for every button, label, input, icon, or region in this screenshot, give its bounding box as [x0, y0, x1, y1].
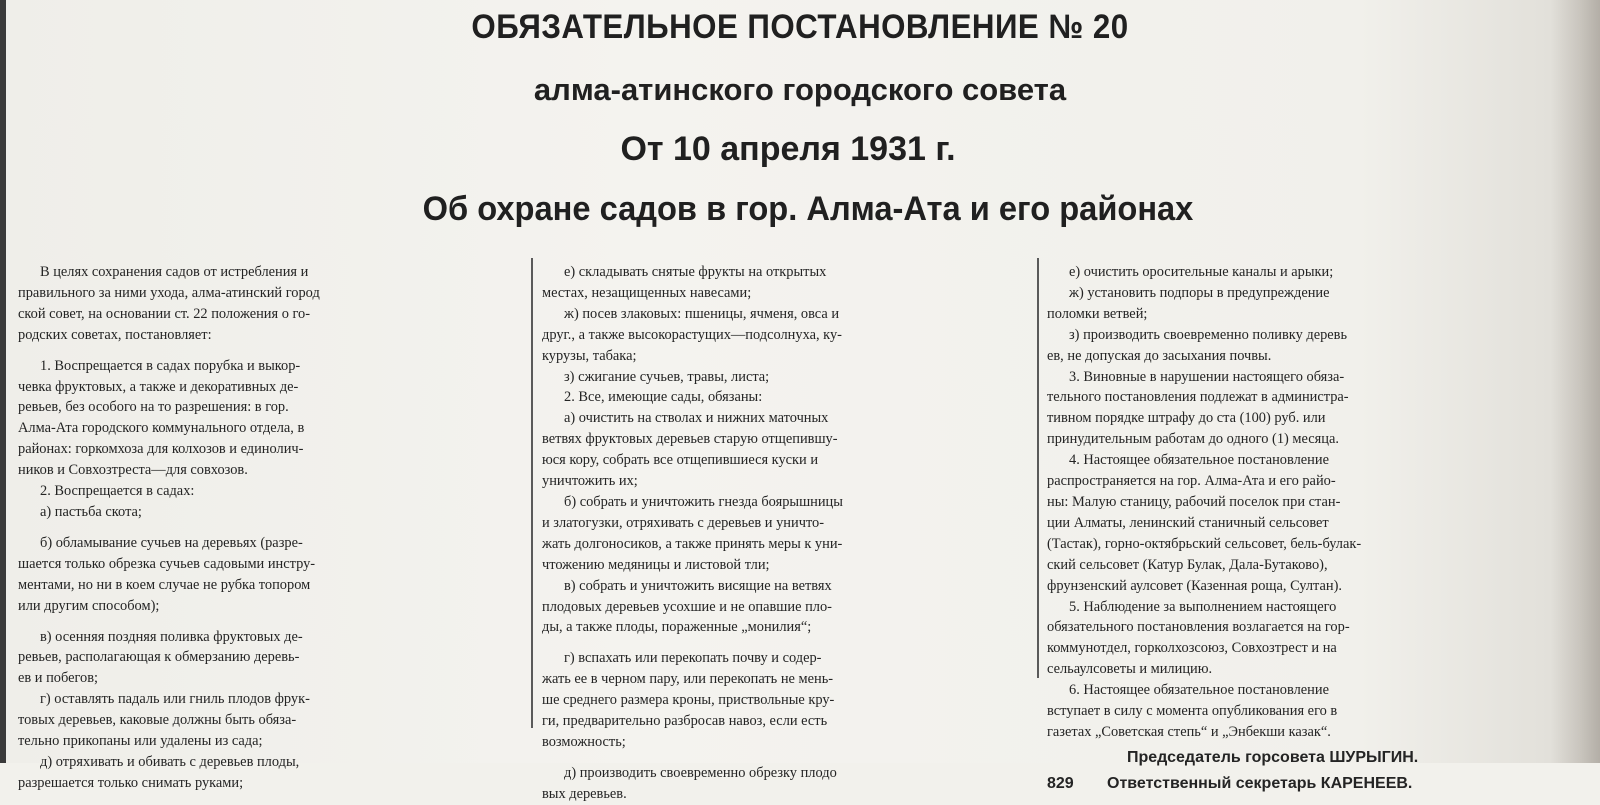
- text-line: (Тастак), горно-октябрьский сельсовет, бель-булак-: [1047, 535, 1362, 552]
- notice-number: 829: [1047, 775, 1074, 792]
- signature-block: [1047, 745, 1418, 797]
- text-line: товых деревьев, каковые должны быть обяза-: [18, 712, 297, 729]
- text-line: ев, не допуская до засыхания почвы.: [1047, 347, 1272, 364]
- text-line: или другим способом);: [18, 597, 160, 614]
- text-line: фрунзенский аулсовет (Казенная роща, Султан).: [1047, 577, 1342, 594]
- text-line: жать долгоносиков, а также принять меры к уни-: [542, 535, 843, 552]
- text-line: ев и побегов;: [18, 670, 99, 687]
- chairman-signature: Председатель горсовета ШУРЫГИН.: [1127, 749, 1419, 766]
- text-line: сельаулсоветы и милицию.: [1047, 661, 1213, 678]
- text-column-2: [542, 262, 1032, 805]
- text-line: в) осенняя поздняя поливка фруктовых де-: [40, 628, 303, 645]
- text-column-1: [18, 262, 526, 794]
- text-line: разрешается только снимать руками;: [18, 774, 244, 791]
- text-line: ревьев, располагающая к обмерзанию деревь-: [18, 649, 300, 666]
- text-line: правильного за ними ухода, алма-атинский город: [18, 284, 320, 301]
- text-line: ше среднего размера кроны, приствольные кру-: [542, 692, 835, 709]
- text-line: 6. Настоящее обязательное постановление: [1069, 682, 1329, 699]
- text-line: коммунотдел, горколхозсоюз, Совхозтрест и на: [1047, 640, 1337, 657]
- text-line: 1. Воспрещается в садах порубка и выкор-: [40, 357, 301, 374]
- text-line: ников и Совхозтреста—для совхозов.: [18, 462, 248, 479]
- text-line: местах, незащищенных навесами;: [542, 284, 752, 301]
- text-line: обязательного постановления возлагается на гор-: [1047, 619, 1350, 636]
- text-line: юся кору, собрать все отщепившиеся куски и: [542, 452, 819, 469]
- page-fold-shadow: [1550, 0, 1600, 763]
- text-line: чтожению медяницы и листовой тли;: [542, 556, 770, 573]
- text-line: родских советах, постановляет:: [18, 326, 212, 343]
- text-line: в) собрать и уничтожить висящие на ветвях: [564, 577, 832, 594]
- text-line: друг., а также высокорастущих—подсолнуха, ку-: [542, 326, 842, 343]
- text-line: з) производить своевременно поливку деревь: [1069, 326, 1348, 343]
- decree-date: От 10 апреля 1931 г.: [620, 130, 956, 168]
- text-line: г) вспахать или перекопать почву и содер-: [564, 650, 822, 667]
- text-line: вых деревьев.: [542, 785, 627, 802]
- text-line: б) собрать и уничтожить гнезда боярышницы: [564, 493, 843, 510]
- text-line: а) очистить на стволах и нижних маточных: [564, 410, 829, 427]
- page-edge: [0, 0, 6, 763]
- text-line: г) оставлять падаль или гниль плодов фрук-: [40, 691, 310, 708]
- text-line: газетах „Советская степь“ и „Энбекши казак“.: [1047, 723, 1331, 740]
- text-line: ской совет, на основании ст. 22 положения о го-: [18, 305, 311, 322]
- text-line: ветвях фруктовых деревьев старую отщепившу-: [542, 431, 838, 448]
- text-line: поломки ветвей;: [1047, 305, 1148, 322]
- text-line: и златогузки, отряхивать с деревьев и уничто-: [542, 514, 825, 531]
- text-line: д) отряхивать и обивать с деревьев плоды,: [40, 753, 300, 770]
- text-line: 2. Все, имеющие сады, обязаны:: [564, 389, 763, 406]
- column-divider: [531, 258, 533, 728]
- text-line: з) сжигание сучьев, травы, листа;: [564, 368, 770, 385]
- text-line: тельно прикопаны или удалены из сада;: [18, 733, 263, 750]
- text-line: 2. Воспрещается в садах:: [40, 483, 195, 500]
- decree-title: ОБЯЗАТЕЛЬНОЕ ПОСТАНОВЛЕНИЕ № 20: [471, 8, 1129, 46]
- secretary-signature: 829 Ответственный секретарь КАРЕНЕЕВ.: [1047, 771, 1418, 797]
- text-line: ды, а также плоды, пораженные „монилия“;: [542, 619, 812, 636]
- text-line: жать ее в черном пару, или перекопать не мень-: [542, 671, 834, 688]
- text-line: ментами, но ни в коем случае не рубка топором: [18, 576, 311, 593]
- text-line: ж) установить подпоры в предупреждение: [1069, 284, 1330, 301]
- text-line: возможность;: [542, 733, 626, 750]
- text-line: д) производить своевременно обрезку плодо: [564, 764, 837, 781]
- text-line: курузы, табака;: [542, 347, 637, 364]
- text-line: чевка фруктовых, а также и декоративных де-: [18, 378, 299, 395]
- text-line: б) обламывание сучьев на деревьях (разре-: [40, 534, 303, 551]
- text-column-3: [1047, 262, 1527, 743]
- text-line: 4. Настоящее обязательное постановление: [1069, 452, 1329, 469]
- decree-issuer: алма-атинского городского совета: [533, 72, 1067, 107]
- column-divider: [1037, 258, 1039, 678]
- text-line: тельного постановления подлежат в администра-: [1047, 389, 1349, 406]
- text-line: ны: Малую станицу, рабочий поселок при стан-: [1047, 493, 1341, 510]
- text-line: ж) посев злаковых: пшеницы, ячменя, овса и: [564, 305, 840, 322]
- text-line: Алма-Ата городского коммунального отдела, в: [18, 420, 305, 437]
- decree-subject: Об охране садов в гор. Алма-Ата и его районах: [422, 190, 1194, 228]
- text-line: вступает в силу с момента опубликования его в: [1047, 703, 1338, 720]
- text-line: 3. Виновные в нарушении настоящего обяза-: [1069, 368, 1345, 385]
- text-line: районах: горкомхоза для колхозов и единолич-: [18, 441, 304, 458]
- text-line: а) пастьба скота;: [40, 503, 142, 520]
- text-line: шается только обрезка сучьев садовыми инстру-: [18, 555, 316, 572]
- text-line: уничтожить их;: [542, 473, 638, 490]
- text-line: В целях сохранения садов от истребления и: [40, 264, 309, 280]
- text-line: ревьев, без особого на то разрешения: в гор.: [18, 399, 289, 416]
- text-line: е) очистить оросительные каналы и арыки;: [1069, 264, 1334, 280]
- text-line: ский сельсовет (Катур Булак, Дала-Бутаково),: [1047, 556, 1328, 573]
- text-line: плодовых деревьев усохшие и не опавшие пло-: [542, 598, 832, 615]
- text-line: тивном порядке штрафу до ста (100) руб. или: [1047, 410, 1326, 427]
- text-line: ции Алматы, ленинский станичный сельсовет: [1047, 514, 1329, 531]
- text-line: е) складывать снятые фрукты на открытых: [564, 264, 827, 280]
- text-line: 5. Наблюдение за выполнением настоящего: [1069, 598, 1337, 615]
- text-line: ги, предварительно разбросав навоз, если есть: [542, 713, 828, 730]
- text-line: принудительным работам до одного (1) месяца.: [1047, 431, 1339, 448]
- text-line: распространяется на гор. Алма-Ата и его райо-: [1047, 473, 1336, 490]
